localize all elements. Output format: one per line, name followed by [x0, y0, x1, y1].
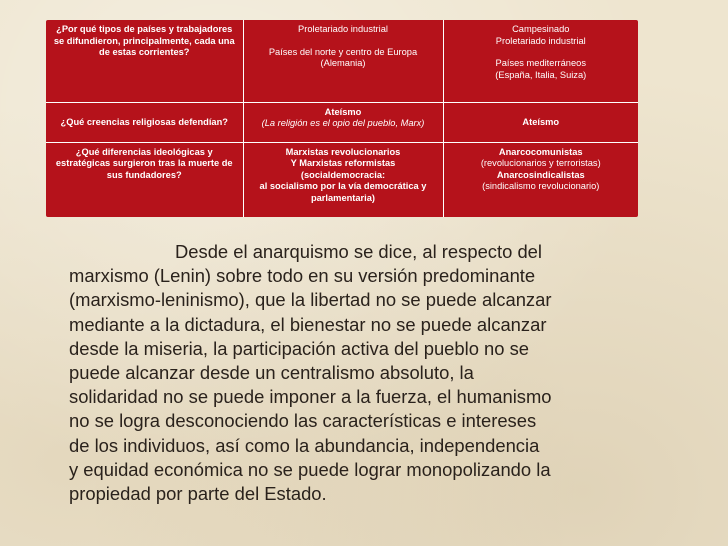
cell-line: Y Marxistas reformistas: [290, 158, 396, 168]
question-cell: [46, 102, 243, 142]
cell-line: Ateísmo: [324, 106, 362, 117]
marxism-cell: [243, 20, 443, 102]
paragraph-line: mediante a la dictadura, el bienestar no se puede alcanzar: [69, 313, 547, 335]
anarchism-cell: [443, 142, 638, 217]
cell-line: Proletariado industrial: [298, 24, 388, 34]
marxism-cell: [243, 142, 443, 217]
cell-line: Proletariado industrial: [495, 35, 586, 46]
table-row: [46, 20, 638, 102]
cell-line: (Alemania): [320, 58, 366, 68]
cell-line: Anarcosindicalistas: [496, 169, 585, 180]
cell-line: (sindicalismo revolucionario): [482, 181, 600, 191]
cell-line: Marxistas revolucionarios: [285, 146, 401, 157]
question-cell: [46, 20, 243, 102]
paragraph-line: (marxismo-leninismo), que la libertad no se puede alcanzar: [69, 289, 552, 311]
question-cell: [46, 142, 243, 217]
marxism-cell: [243, 102, 443, 142]
anarchism-cell: [443, 102, 638, 142]
cell-line: Países del norte y centro de Europa: [268, 46, 418, 57]
question-text: ¿Qué creencias religiosas defendían?: [60, 117, 228, 128]
paragraph-line: puede alcanzar desde un centralismo absoluto, la: [69, 362, 474, 384]
cell-line: Anarcocomunistas: [498, 146, 583, 157]
paragraph-line: propiedad por parte del Estado.: [69, 483, 327, 505]
anarchism-cell: [443, 20, 638, 102]
comparison-table-grid: [46, 20, 638, 217]
comparison-table: [46, 20, 638, 217]
paragraph-line: no se logra desconociendo las características e intereses: [69, 410, 537, 432]
cell-line: Campesinado: [512, 24, 570, 34]
cell-line: Países mediterráneos: [495, 58, 586, 68]
body-paragraph: [69, 240, 669, 506]
table-row: [46, 102, 638, 142]
cell-line: (La religión es el opio del pueblo, Marx): [261, 118, 425, 128]
paragraph-line: marxismo (Lenin) sobre todo en su versión predominante: [69, 265, 536, 287]
paragraph-line: Desde el anarquismo se dice, al respecto del: [175, 241, 542, 262]
question-text: ¿Qué diferencias ideológicas y estratégicas surgieron tras la muerte de sus fundadores?: [55, 146, 233, 180]
cell-line: Ateísmo: [522, 117, 560, 128]
paragraph-line: de los individuos, así como la abundancia, independencia: [69, 434, 540, 456]
cell-line: (socialdemocracia:: [300, 169, 386, 180]
cell-line: al socialismo por la vía democrática y parlamentaria): [259, 181, 427, 203]
question-text: ¿Por qué tipos de países y trabajadores se difundieron, principalmente, cada una de estas corrientes?: [53, 24, 235, 57]
cell-line: (revolucionarios y terroristas): [480, 158, 601, 168]
paragraph-line: solidaridad no se puede imponer a la fuerza, el humanismo: [69, 386, 552, 408]
paragraph-line: y equidad económica no se puede lograr monopolizando la: [69, 458, 551, 480]
paragraph-line: desde la miseria, la participación activa del pueblo no se: [69, 337, 530, 359]
table-row: [46, 142, 638, 217]
cell-line: (España, Italia, Suiza): [495, 69, 587, 80]
